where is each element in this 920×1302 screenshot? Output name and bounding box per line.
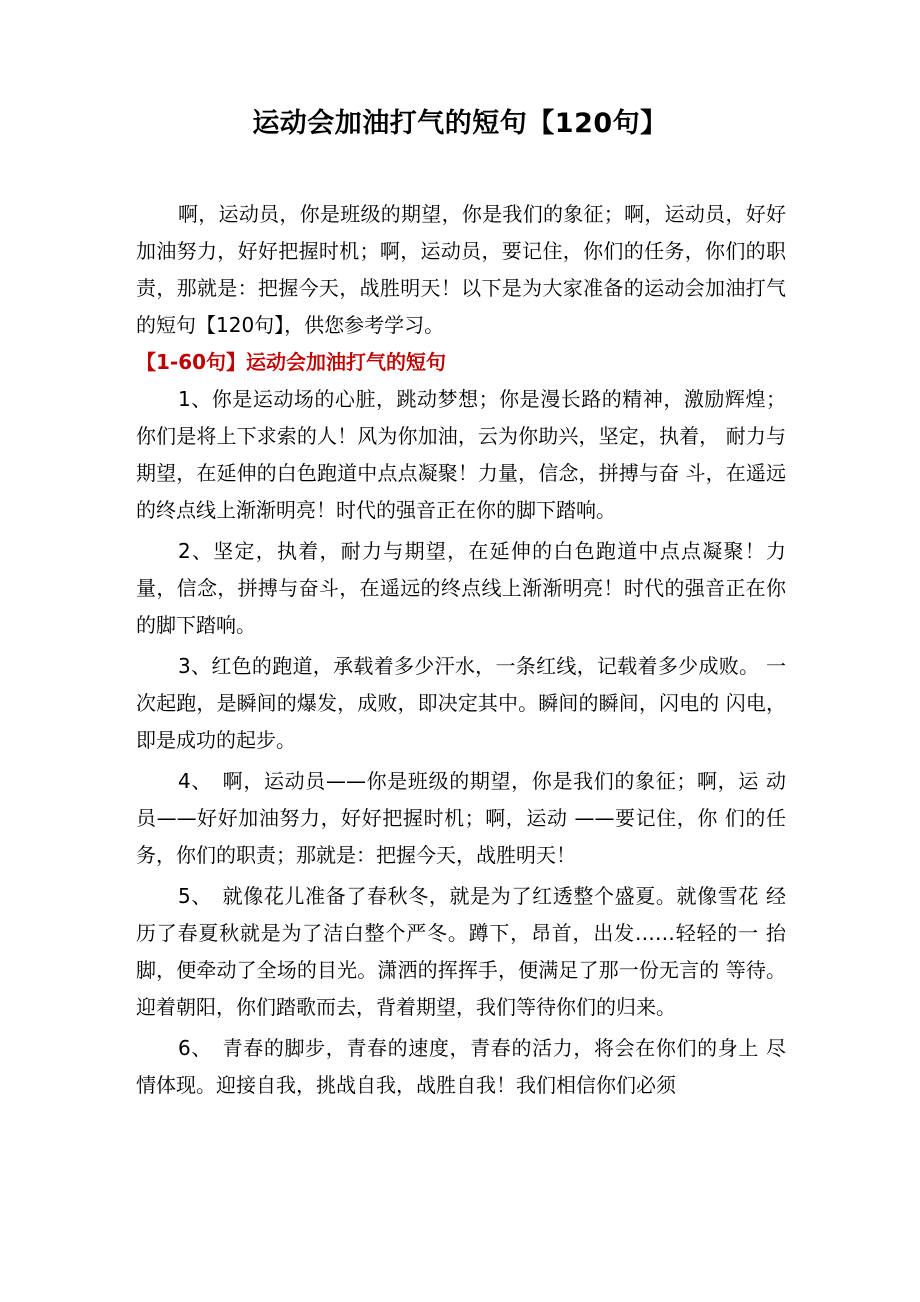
list-item: 4、 啊，运动员——你是班级的期望，你是我们的象征；啊，运 动员——好好加油努力，好好把握时机；啊，运动 ——要记住，你 们的任务，你们的职责；那就是：把握今天，战胜明天！ bbox=[136, 769, 786, 867]
document-body bbox=[136, 196, 786, 1108]
list-item: 1、你是运动场的心脏，跳动梦想；你是漫长路的精神，激励辉煌；你们是将上下求索的人！风为你加油，云为你助兴，坚定，执着， 耐力与期望，在延伸的白色跑道中点点凝聚！力量，信念，拼搏与奋 斗，在遥远的终点线上渐渐明亮！时代的强音正在你的脚下踏响。 bbox=[136, 387, 786, 522]
document-title: 运动会加油打气的短句【120句】 bbox=[252, 108, 668, 139]
section-heading: 【1-60句】运动会加油打气的短句 bbox=[136, 350, 447, 374]
intro-paragraph: 啊，运动员，你是班级的期望，你是我们的象征；啊，运动员，好好加油努力，好好把握时机；啊，运动员，要记住，你们的任务，你们的职责，那就是：把握今天，战胜明天！以下是为大家准备的运动会加油打气的短句【120句】，供您参考学习。 bbox=[136, 202, 786, 337]
list-item: 5、 就像花儿准备了春秋冬，就是为了红透整个盛夏。就像雪花 经历了春夏秋就是为了洁白整个严冬。蹲下，昂首，出发……轻轻的一 抬脚，便牵动了全场的目光。潇洒的挥挥手，便满足了那一份无言的 等待。迎着朝阳，你们踏歌而去，背着期望，我们等待你们的归来。 bbox=[136, 884, 786, 1019]
list-item: 3、红色的跑道，承载着多少汗水，一条红线，记载着多少成败。 一次起跑，是瞬间的爆发，成败，即决定其中。瞬间的瞬间，闪电的 闪电，即是成功的起步。 bbox=[136, 654, 786, 752]
list-item: 6、 青春的脚步，青春的速度，青春的活力，将会在你们的身上 尽情体现。迎接自我，挑战自我，战胜自我！我们相信你们必须 bbox=[136, 1036, 786, 1097]
list-item: 2、坚定，执着，耐力与期望，在延伸的白色跑道中点点凝聚！力量，信念，拼搏与奋斗，在遥远的终点线上渐渐明亮！时代的强音正在你的脚下踏响。 bbox=[136, 539, 786, 637]
